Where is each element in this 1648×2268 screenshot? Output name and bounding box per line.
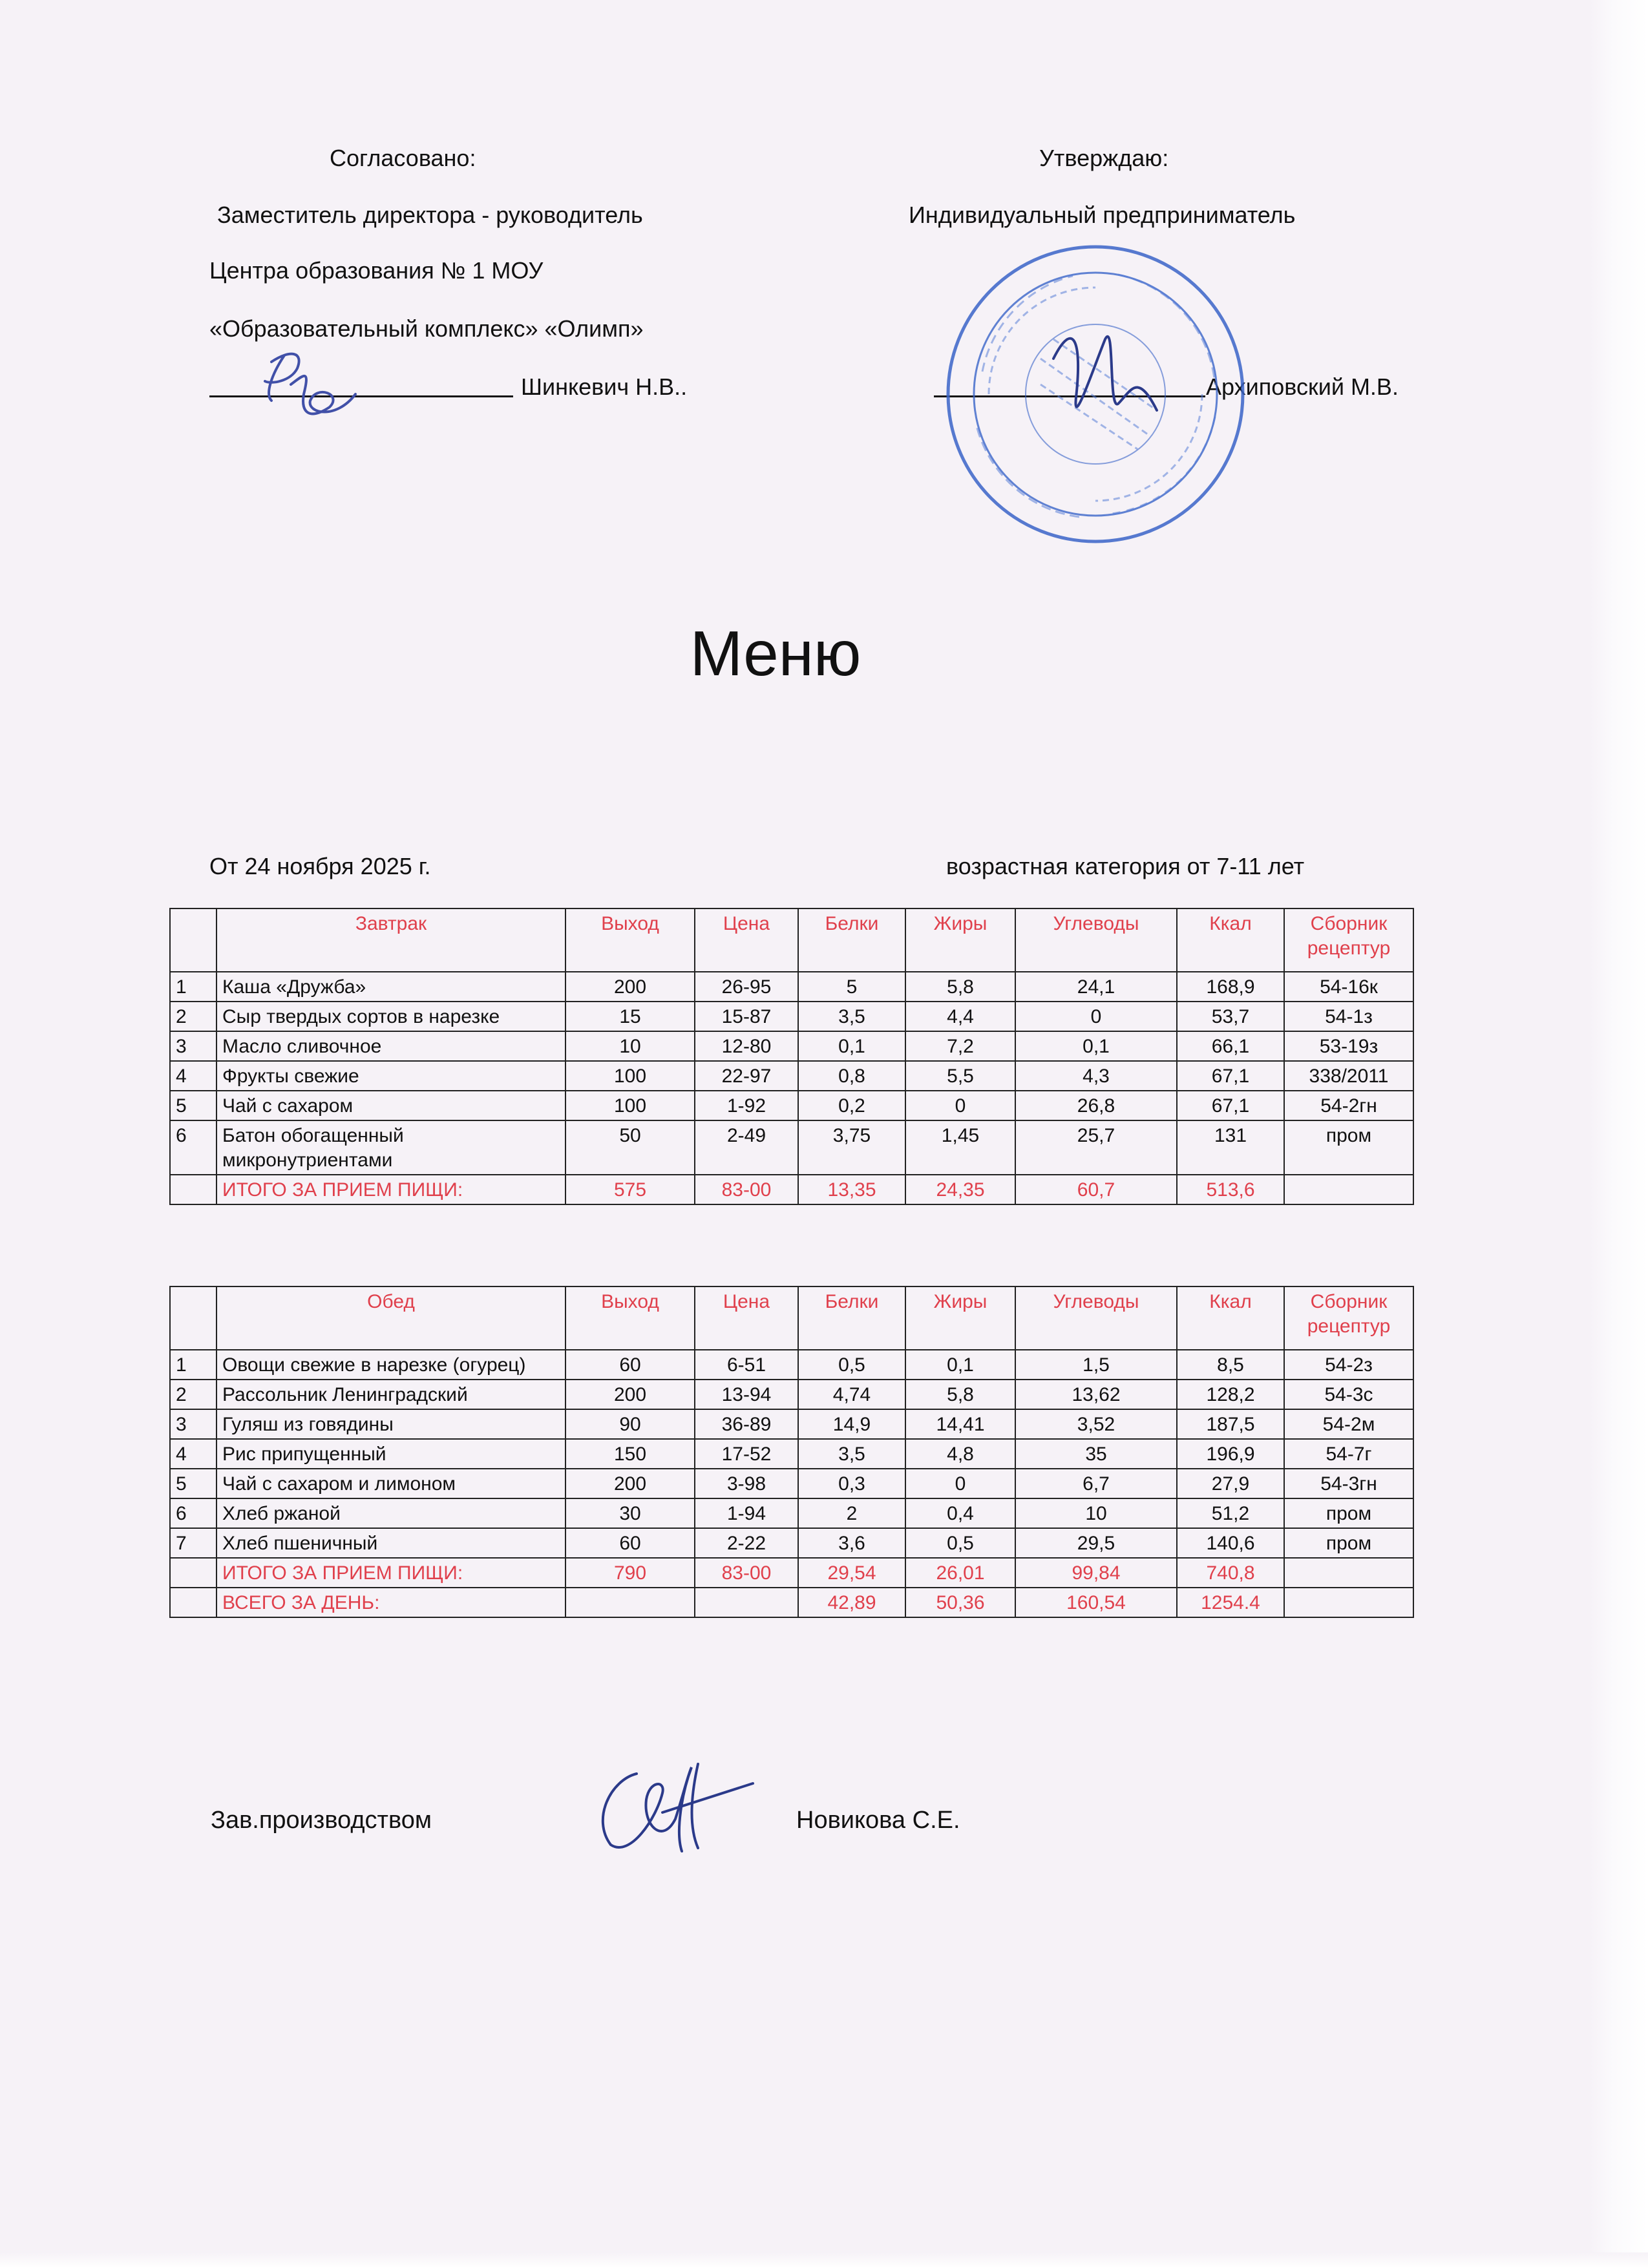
header-price: Цена [695,1286,798,1350]
row-recipe: 54-1з [1284,1002,1413,1031]
total-protein: 13,35 [798,1175,905,1204]
row-carbs: 13,62 [1015,1380,1177,1409]
total-fat: 24,35 [905,1175,1015,1204]
row-name: Фрукты свежие [217,1061,565,1091]
row-name: Сыр твердых сортов в нарезке [217,1002,565,1031]
row-recipe: пром [1284,1120,1413,1175]
header-carbs: Углеводы [1015,908,1177,972]
row-protein: 4,74 [798,1380,905,1409]
row-kcal: 67,1 [1177,1061,1284,1091]
day-total-label: ВСЕГО ЗА ДЕНЬ: [217,1588,565,1617]
table-row [170,1120,1413,1175]
total-label: ИТОГО ЗА ПРИЕМ ПИЩИ: [217,1558,565,1588]
row-num: 1 [170,972,217,1002]
row-protein: 0,2 [798,1091,905,1120]
row-protein: 5 [798,972,905,1002]
row-price: 1-94 [695,1498,798,1528]
row-price: 2-22 [695,1528,798,1558]
row-recipe: 54-2з [1284,1350,1413,1380]
row-protein: 0,8 [798,1061,905,1091]
row-price: 2-49 [695,1120,798,1175]
row-carbs: 10 [1015,1498,1177,1528]
row-kcal: 8,5 [1177,1350,1284,1380]
row-protein: 3,6 [798,1528,905,1558]
row-kcal: 131 [1177,1120,1284,1175]
total-carbs: 99,84 [1015,1558,1177,1588]
table-header [170,908,1413,972]
signature-left [246,323,388,439]
header-out: Выход [565,908,695,972]
row-out: 100 [565,1061,695,1091]
row-protein: 3,5 [798,1002,905,1031]
row-num: 3 [170,1409,217,1439]
row-out: 30 [565,1498,695,1528]
row-out: 50 [565,1120,695,1175]
total-out: 575 [565,1175,695,1204]
total-carbs: 60,7 [1015,1175,1177,1204]
day-total-protein: 42,89 [798,1588,905,1617]
row-protein: 14,9 [798,1409,905,1439]
row-out: 60 [565,1528,695,1558]
row-recipe: 54-7г [1284,1439,1413,1469]
table-row [170,1498,1413,1528]
approval-left-signer: Шинкевич Н.В.. [521,373,688,400]
table-header [170,1286,1413,1350]
header-carbs: Углеводы [1015,1286,1177,1350]
row-fat: 0,4 [905,1498,1015,1528]
breakfast-rows [170,972,1413,1175]
signature-footer [585,1754,779,1864]
row-num: 4 [170,1061,217,1091]
date-line: От 24 ноября 2025 г. [209,853,431,879]
row-num: 3 [170,1031,217,1061]
row-name: Чай с сахаром и лимоном [217,1469,565,1498]
row-name: Каша «Дружба» [217,972,565,1002]
age-category: возрастная категория от 7-11 лет [946,853,1305,879]
day-total-carbs: 160,54 [1015,1588,1177,1617]
header-num [170,908,217,972]
row-num: 6 [170,1498,217,1528]
row-protein: 0,5 [798,1350,905,1380]
total-recipes [1284,1175,1413,1204]
row-kcal: 66,1 [1177,1031,1284,1061]
total-recipes [1284,1558,1413,1588]
total-label: ИТОГО ЗА ПРИЕМ ПИЩИ: [217,1175,565,1204]
header-meal: Завтрак [217,908,565,972]
day-total-recipes [1284,1588,1413,1617]
row-out: 200 [565,1380,695,1409]
day-total-row [170,1588,1413,1617]
approval-right-heading: Утверждаю: [1039,145,1169,171]
row-kcal: 128,2 [1177,1380,1284,1409]
row-kcal: 53,7 [1177,1002,1284,1031]
header-recipes: Сборник рецептур [1284,908,1413,972]
row-num: 2 [170,1002,217,1031]
row-carbs: 29,5 [1015,1528,1177,1558]
row-name: Гуляш из говядины [217,1409,565,1439]
header-recipes: Сборник рецептур [1284,1286,1413,1350]
table-row [170,1439,1413,1469]
row-out: 10 [565,1031,695,1061]
row-price: 36-89 [695,1409,798,1439]
row-carbs: 4,3 [1015,1061,1177,1091]
table-row [170,1409,1413,1439]
row-fat: 14,41 [905,1409,1015,1439]
row-out: 200 [565,1469,695,1498]
stamp-seal [944,242,1247,546]
row-protein: 3,75 [798,1120,905,1175]
row-out: 150 [565,1439,695,1469]
row-carbs: 0,1 [1015,1031,1177,1061]
row-protein: 0,1 [798,1031,905,1061]
lunch-table [169,1286,1414,1618]
row-num: 6 [170,1120,217,1175]
row-fat: 0 [905,1469,1015,1498]
row-carbs: 24,1 [1015,972,1177,1002]
row-recipe: 54-2гн [1284,1091,1413,1120]
row-price: 13-94 [695,1380,798,1409]
total-protein: 29,54 [798,1558,905,1588]
header-meal: Обед [217,1286,565,1350]
row-price: 6-51 [695,1350,798,1380]
header-out: Выход [565,1286,695,1350]
day-total-fat: 50,36 [905,1588,1015,1617]
approval-right-signer: Архиповский М.В. [1206,373,1399,400]
header-kcal: Ккал [1177,1286,1284,1350]
table-row [170,1528,1413,1558]
row-price: 17-52 [695,1439,798,1469]
approval-left-heading: Согласовано: [330,145,476,171]
row-kcal: 51,2 [1177,1498,1284,1528]
row-fat: 1,45 [905,1120,1015,1175]
header-kcal: Ккал [1177,908,1284,972]
footer-position: Зав.производством [211,1807,432,1834]
row-price: 12-80 [695,1031,798,1061]
table-row [170,1469,1413,1498]
row-fat: 7,2 [905,1031,1015,1061]
breakfast-table [169,908,1414,1205]
table-row [170,1061,1413,1091]
total-num [170,1175,217,1204]
row-recipe: 53-19з [1284,1031,1413,1061]
approval-left-line2: Центра образования № 1 МОУ [209,257,544,284]
row-out: 15 [565,1002,695,1031]
total-kcal: 740,8 [1177,1558,1284,1588]
row-fat: 4,4 [905,1002,1015,1031]
header-fat: Жиры [905,908,1015,972]
row-fat: 0,5 [905,1528,1015,1558]
page-edge-right [1590,0,1648,2268]
row-name: Хлеб ржаной [217,1498,565,1528]
row-price: 3-98 [695,1469,798,1498]
row-recipe: 54-3с [1284,1380,1413,1409]
table-row [170,1031,1413,1061]
total-num [170,1558,217,1588]
row-recipe: пром [1284,1528,1413,1558]
row-name: Рис припущенный [217,1439,565,1469]
row-recipe: пром [1284,1498,1413,1528]
row-name: Батон обогащенный микронутриентами [217,1120,565,1175]
row-recipe: 54-16к [1284,972,1413,1002]
lunch-rows [170,1350,1413,1558]
row-protein: 3,5 [798,1439,905,1469]
total-fat: 26,01 [905,1558,1015,1588]
row-carbs: 6,7 [1015,1469,1177,1498]
row-out: 60 [565,1350,695,1380]
table-row [170,1002,1413,1031]
row-protein: 0,3 [798,1469,905,1498]
row-name: Овощи свежие в нарезке (огурец) [217,1350,565,1380]
approval-right-line1: Индивидуальный предприниматель [909,202,1296,228]
table-row [170,1091,1413,1120]
row-protein: 2 [798,1498,905,1528]
row-kcal: 196,9 [1177,1439,1284,1469]
row-name: Чай с сахаром [217,1091,565,1120]
total-price: 83-00 [695,1175,798,1204]
row-fat: 5,5 [905,1061,1015,1091]
footer-signer: Новикова С.Е. [796,1807,960,1834]
row-recipe: 54-3гн [1284,1469,1413,1498]
row-carbs: 25,7 [1015,1120,1177,1175]
header-protein: Белки [798,1286,905,1350]
table-row [170,972,1413,1002]
approval-left-line1: Заместитель директора - руководитель [217,202,643,228]
row-carbs: 1,5 [1015,1350,1177,1380]
row-price: 15-87 [695,1002,798,1031]
row-recipe: 54-2м [1284,1409,1413,1439]
header-price: Цена [695,908,798,972]
row-kcal: 140,6 [1177,1528,1284,1558]
day-total-kcal: 1254.4 [1177,1588,1284,1617]
day-total-num [170,1588,217,1617]
row-name: Масло сливочное [217,1031,565,1061]
row-carbs: 35 [1015,1439,1177,1469]
row-out: 200 [565,972,695,1002]
row-num: 7 [170,1528,217,1558]
row-fat: 0 [905,1091,1015,1120]
row-num: 2 [170,1380,217,1409]
row-out: 90 [565,1409,695,1439]
approval-left-line3: «Образовательный комплекс» «Олимп» [209,315,644,342]
day-total-price [695,1588,798,1617]
row-price: 1-92 [695,1091,798,1120]
table-row [170,1380,1413,1409]
row-fat: 5,8 [905,1380,1015,1409]
total-price: 83-00 [695,1558,798,1588]
row-fat: 4,8 [905,1439,1015,1469]
row-price: 26-95 [695,972,798,1002]
row-price: 22-97 [695,1061,798,1091]
header-num [170,1286,217,1350]
table-row [170,1350,1413,1380]
row-fat: 5,8 [905,972,1015,1002]
row-kcal: 27,9 [1177,1469,1284,1498]
page-title: Меню [690,618,861,689]
breakfast-total-row [170,1175,1413,1204]
row-num: 5 [170,1469,217,1498]
lunch-total-row [170,1558,1413,1588]
row-num: 5 [170,1091,217,1120]
day-total-out [565,1588,695,1617]
row-name: Рассольник Ленинградский [217,1380,565,1409]
row-recipe: 338/2011 [1284,1061,1413,1091]
row-kcal: 187,5 [1177,1409,1284,1439]
row-carbs: 0 [1015,1002,1177,1031]
row-kcal: 168,9 [1177,972,1284,1002]
row-kcal: 67,1 [1177,1091,1284,1120]
row-carbs: 26,8 [1015,1091,1177,1120]
page-edge-bottom [0,2252,1648,2268]
total-out: 790 [565,1558,695,1588]
header-protein: Белки [798,908,905,972]
row-name: Хлеб пшеничный [217,1528,565,1558]
row-fat: 0,1 [905,1350,1015,1380]
header-fat: Жиры [905,1286,1015,1350]
total-kcal: 513,6 [1177,1175,1284,1204]
row-num: 1 [170,1350,217,1380]
row-carbs: 3,52 [1015,1409,1177,1439]
row-num: 4 [170,1439,217,1469]
row-out: 100 [565,1091,695,1120]
